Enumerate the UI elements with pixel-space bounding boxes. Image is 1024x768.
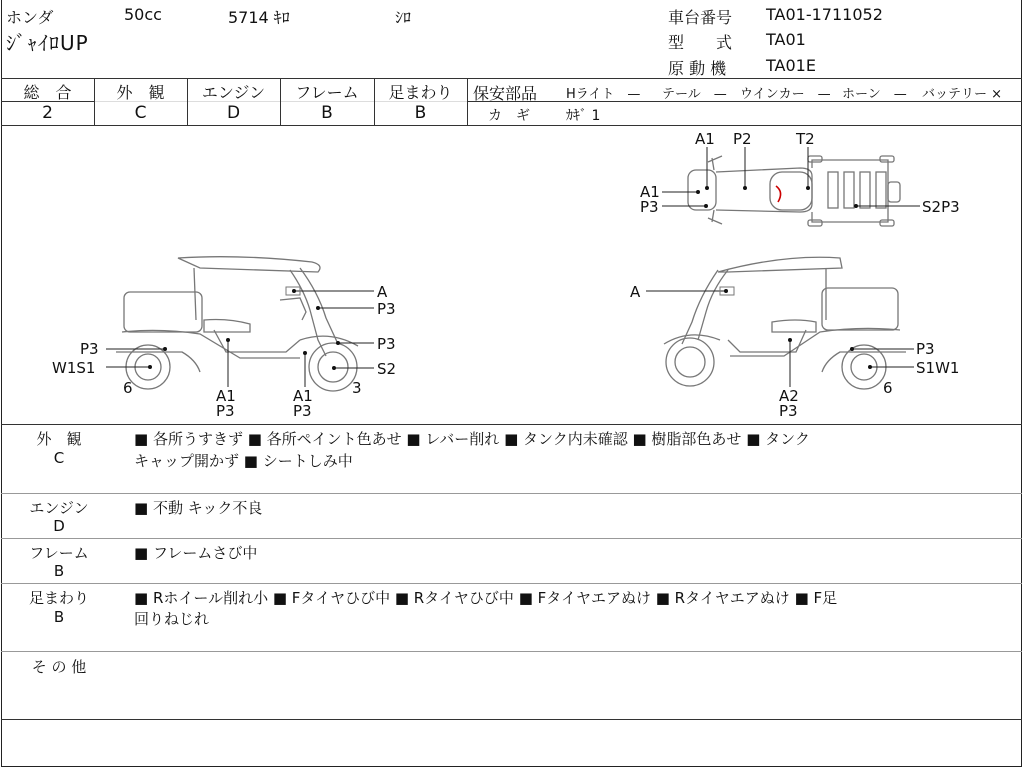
divider <box>1 719 1022 720</box>
mileage: 5714 ｷﾛ <box>228 8 290 27</box>
divider <box>1 651 1022 652</box>
section-label-suspension: 足まわり <box>28 589 89 607</box>
safety-label: 保安部品 <box>473 84 538 103</box>
marked-damage <box>776 186 781 202</box>
label-left-p3-b: P3 <box>293 402 312 420</box>
section-text-frame-1: ■ フレームさび中 <box>134 544 258 562</box>
damage-diagram <box>0 126 1024 424</box>
section-text-exterior-2: キャップ開かず ■ シートしみ中 <box>134 452 353 470</box>
engine-label: 原 動 機 <box>668 59 727 78</box>
key-value: ｶｷﾞ 1 <box>566 108 601 124</box>
safety-battery: バッテリー × <box>922 87 1003 102</box>
label-top-right-s2p3: S2P3 <box>922 198 960 216</box>
label-left-p3-rear: P3 <box>80 340 99 358</box>
section-grade-suspension: B <box>53 608 65 626</box>
grade-value-frame: B <box>321 103 333 123</box>
displacement: 50cc <box>124 5 162 24</box>
section-grade-frame: B <box>53 562 65 580</box>
label-right-a: A <box>630 283 641 301</box>
type-value: TA01 <box>766 30 806 49</box>
grade-label-suspension: 足まわり <box>388 83 453 102</box>
label-left-w1s1: W1S1 <box>52 359 96 377</box>
grade-value-suspension: B <box>414 103 427 123</box>
maker: ホンダ <box>6 8 54 27</box>
label-right-s1w1: S1W1 <box>916 359 960 377</box>
grade-label-overall: 総 合 <box>23 83 72 102</box>
label-top-p2: P2 <box>733 130 752 148</box>
safety-tail: テール — <box>662 87 727 102</box>
grade-label-engine: エンジン <box>201 83 266 102</box>
grade-label-exterior: 外 観 <box>116 83 165 102</box>
grade-value-engine: D <box>226 103 241 123</box>
safety-horn: ホーン — <box>842 87 907 102</box>
divider <box>1 583 1022 584</box>
marker-dots <box>148 186 872 370</box>
color: ｼﾛ <box>395 8 412 27</box>
engine-value: TA01E <box>766 56 816 75</box>
divider <box>1 493 1022 494</box>
divider <box>467 78 468 125</box>
scooter-left-view <box>116 257 358 391</box>
label-left-3: 3 <box>352 379 362 397</box>
label-right-p3: P3 <box>916 340 935 358</box>
section-text-suspension-1: ■ Rホイール削れ小 ■ Fタイヤひび中 ■ Rタイヤひび中 ■ Fタイヤエアぬけ ■ Rタイヤエアぬけ ■ F足 <box>134 589 838 607</box>
grade-label-frame: フレーム <box>295 83 359 102</box>
label-right-6: 6 <box>883 379 893 397</box>
divider <box>1 78 1022 79</box>
label-left-p3-mid: P3 <box>377 335 396 353</box>
divider <box>1 424 1022 425</box>
label-top-t2: T2 <box>796 130 815 148</box>
grade-value-overall: 2 <box>42 103 53 123</box>
safety-winker: ウインカー — <box>740 87 831 102</box>
label-top-a1: A1 <box>695 130 715 148</box>
scooter-right-view <box>664 257 906 389</box>
section-label-engine: エンジン <box>29 499 89 517</box>
section-label-other: そ の 他 <box>31 658 87 676</box>
label-left-6: 6 <box>123 379 133 397</box>
label-right-p3-bottom: P3 <box>779 402 798 420</box>
section-label-frame: フレーム <box>29 544 89 562</box>
scooter-top-view <box>688 156 900 226</box>
section-grade-exterior: C <box>53 449 65 467</box>
section-text-suspension-2: 回りねじれ <box>134 610 210 628</box>
frame-no-label: 車台番号 <box>668 8 733 27</box>
frame-no: TA01-1711052 <box>766 5 883 24</box>
label-left-a1-a: A1 <box>216 387 236 405</box>
label-left-s2: S2 <box>377 360 397 378</box>
key-label: カ ギ <box>488 108 530 124</box>
section-grade-engine: D <box>53 517 65 535</box>
model-name: ｼﾞｬｲﾛUP <box>6 31 89 55</box>
label-left-p3-top: P3 <box>377 300 396 318</box>
label-left-p3-a: P3 <box>216 402 235 420</box>
grade-value-exterior: C <box>134 103 147 123</box>
safety-headlight: Hライト — <box>566 87 641 102</box>
label-right-a2: A2 <box>779 387 799 405</box>
leader-lines <box>106 147 920 387</box>
section-text-engine-1: ■ 不動 キック不良 <box>134 499 263 517</box>
label-left-a: A <box>377 283 388 301</box>
label-top-left-a1: A1 <box>640 183 660 201</box>
section-label-exterior: 外 観 <box>36 430 82 448</box>
divider <box>1 538 1022 539</box>
label-top-left-p3: P3 <box>640 198 659 216</box>
section-text-exterior-1: ■ 各所うすきず ■ 各所ペイント色あせ ■ レバー削れ ■ タンク内未確認 ■ 樹脂部色あせ ■ タンク <box>134 430 810 448</box>
label-left-a1-b: A1 <box>293 387 313 405</box>
type-label: 型 式 <box>668 33 733 52</box>
